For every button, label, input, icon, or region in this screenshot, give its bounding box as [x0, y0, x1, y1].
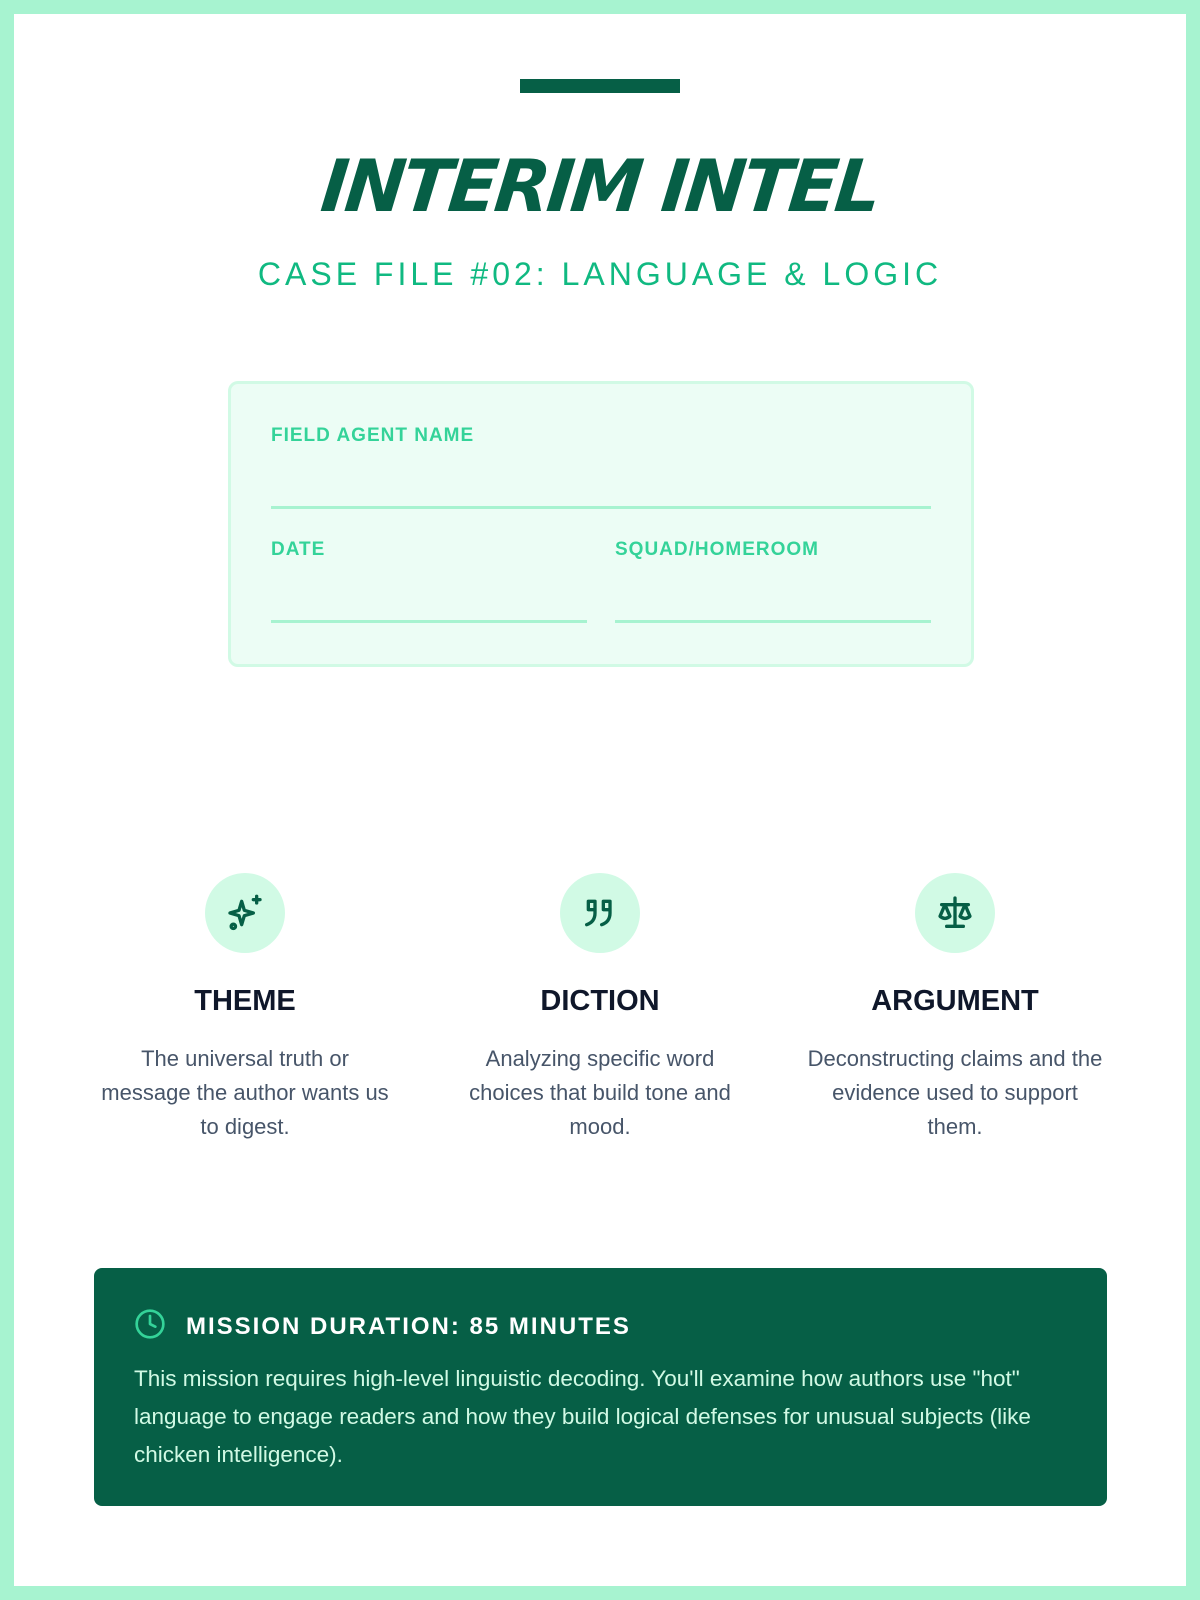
date-field[interactable]	[271, 620, 587, 623]
squad-field[interactable]	[615, 620, 931, 623]
clock-icon	[134, 1308, 166, 1345]
page-title: INTERIM INTEL	[317, 144, 883, 228]
date-label: DATE	[271, 539, 326, 560]
pillar-theme-title: THEME	[194, 985, 296, 1017]
header-accent-bar	[520, 79, 680, 93]
pillar-diction-title: DICTION	[540, 985, 660, 1017]
pillar-argument	[790, 873, 1120, 1144]
agent-name-label: FIELD AGENT NAME	[271, 425, 475, 446]
pillar-argument-title: ARGUMENT	[871, 985, 1039, 1017]
agent-name-field[interactable]	[271, 506, 931, 509]
quote-icon	[560, 873, 640, 953]
mission-duration-title: MISSION DURATION: 85 MINUTES	[186, 1312, 631, 1340]
pillar-theme	[80, 873, 410, 1144]
mission-description: This mission requires high-level linguistic decoding. You'll examine how authors use "hot" language to engage readers and how they build logical defenses for unusual subjects (like chicken intelligence).	[134, 1366, 1031, 1467]
mission-panel	[94, 1268, 1107, 1506]
squad-label: SQUAD/HOMEROOM	[615, 539, 819, 560]
agent-info-form	[228, 381, 974, 667]
pillar-theme-description: The universal truth or message the author wants us to digest.	[101, 1046, 389, 1139]
mission-header	[134, 1308, 631, 1345]
page-subtitle: CASE FILE #02: LANGUAGE & LOGIC	[257, 256, 943, 292]
pillar-diction	[435, 873, 765, 1144]
sparkles-icon	[205, 873, 285, 953]
pillar-diction-description: Analyzing specific word choices that build tone and mood.	[469, 1046, 731, 1139]
scale-icon	[915, 873, 995, 953]
pillar-argument-description: Deconstructing claims and the evidence used to support them.	[807, 1046, 1103, 1139]
